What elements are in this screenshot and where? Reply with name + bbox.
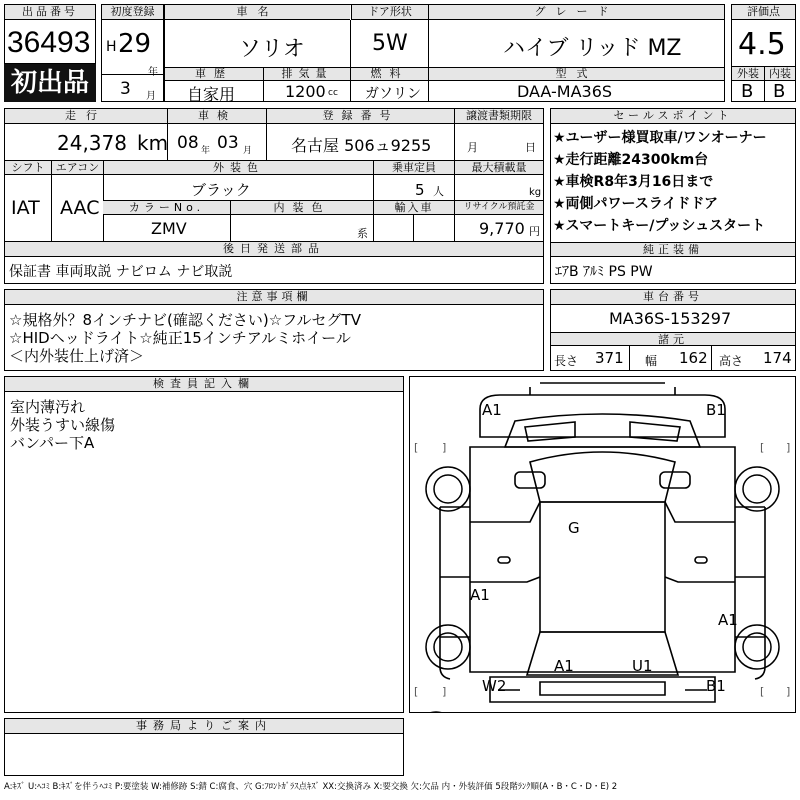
parts-label: 後日発送部品 bbox=[5, 242, 543, 257]
mark-rear-left: A1 bbox=[554, 657, 574, 675]
car-outline-diagram bbox=[410, 377, 795, 712]
mark-rear-bumper-left: W2 bbox=[482, 677, 507, 695]
width: 162 bbox=[679, 349, 708, 367]
shift-label: シフト bbox=[5, 161, 51, 175]
displacement-label: 排気量 bbox=[263, 68, 350, 81]
svg-text:]: ] bbox=[442, 685, 447, 698]
grade-label: グレード bbox=[428, 5, 724, 20]
exterior-color-label: 外装色 bbox=[103, 161, 373, 175]
plate-number: 名古屋 506ュ9255 bbox=[291, 136, 432, 155]
chassis-number: MA36S-153297 bbox=[609, 309, 732, 328]
fuel-label: 燃料 bbox=[350, 68, 428, 81]
exterior-grade: B bbox=[741, 81, 754, 102]
capacity-label: 乗車定員 bbox=[373, 161, 454, 175]
equipment: ｴｱB ｱﾙﾐ PS PW bbox=[555, 264, 653, 280]
first-listing-badge bbox=[4, 64, 96, 102]
damage-diagram bbox=[409, 376, 796, 713]
inspector-box bbox=[4, 376, 404, 713]
mark-front-right: B1 bbox=[706, 401, 726, 419]
door-type: 5W bbox=[372, 31, 408, 56]
chassis-box bbox=[550, 289, 796, 371]
lot-number-box bbox=[4, 4, 96, 64]
mileage-label: 走行 bbox=[5, 109, 167, 124]
era-letter: H bbox=[106, 39, 117, 55]
mark-rear-bumper-right: B1 bbox=[706, 677, 726, 695]
height-label: 高さ bbox=[719, 354, 744, 368]
svg-text:[: [ bbox=[760, 441, 765, 454]
import-label: 輸入車 bbox=[373, 201, 454, 215]
note-line-3: ＜内外装仕上げ済＞ bbox=[9, 347, 145, 365]
sales-point-1: ★ユーザー様買取車/ワンオーナー bbox=[553, 130, 767, 146]
score-label: 評価点 bbox=[732, 5, 795, 20]
vehicle-spec-box bbox=[164, 4, 725, 102]
sales-points-box bbox=[550, 108, 796, 284]
height: 174 bbox=[763, 349, 792, 367]
note-line-2: ☆HIDヘッドライト☆純正15インチアルミホイール bbox=[9, 329, 351, 347]
score-box bbox=[731, 4, 796, 102]
width-label: 幅 bbox=[645, 354, 658, 368]
air-conditioner: AAC bbox=[60, 197, 100, 219]
inspection-month: 03 bbox=[217, 133, 239, 153]
first-listing-text: 初出品 bbox=[10, 68, 89, 98]
interior-color-suffix: 系 bbox=[357, 227, 368, 240]
max-load-unit: kg bbox=[529, 187, 542, 198]
equipment-label: 純正装備 bbox=[551, 242, 795, 257]
inspector-line-1: 室内薄汚れ bbox=[10, 398, 86, 416]
history-label: 車歴 bbox=[165, 68, 263, 81]
month-kanji: 月 bbox=[146, 91, 156, 102]
recycle-fee: 9,770 bbox=[479, 219, 525, 238]
recycle-fee-label: リサイクル預託金 bbox=[454, 201, 543, 215]
displacement: 1200 bbox=[285, 82, 326, 101]
inspector-label: 検査員記入欄 bbox=[5, 377, 403, 392]
sales-point-2: ★走行距離24300km台 bbox=[553, 152, 709, 168]
max-load-label: 最大積載量 bbox=[454, 161, 543, 175]
inspection-year: 08 bbox=[177, 133, 199, 153]
color-number: ZMV bbox=[151, 219, 187, 238]
fuel: ガソリン bbox=[365, 86, 421, 102]
shift: IAT bbox=[11, 197, 40, 219]
inspection-year-unit: 年 bbox=[201, 146, 211, 156]
first-registration-label: 初度登録 bbox=[102, 5, 163, 20]
mark-glass: G bbox=[568, 519, 580, 537]
svg-text:]: ] bbox=[442, 441, 447, 454]
dimensions-label: 諸元 bbox=[551, 332, 795, 346]
car-name-label: 車名 bbox=[165, 5, 350, 20]
transfer-month-unit: 月 bbox=[467, 141, 478, 154]
svg-text:[: [ bbox=[414, 685, 419, 698]
model-code: DAA-MA36S bbox=[517, 82, 613, 101]
exterior-grade-label: 外装 bbox=[732, 67, 764, 81]
mark-left-door: A1 bbox=[470, 586, 490, 604]
first-registration-box bbox=[101, 4, 164, 102]
notes-box bbox=[4, 289, 544, 371]
inspector-line-2: 外装うすい線傷 bbox=[10, 416, 116, 434]
plate-label: 登録番号 bbox=[266, 109, 454, 124]
sales-point-4: ★両側パワースライドドア bbox=[553, 196, 719, 212]
length: 371 bbox=[595, 349, 624, 367]
mileage-unit: km bbox=[137, 131, 169, 155]
note-line-1: ☆規格外？8インチナビ(確認ください)☆フルセグTV bbox=[9, 311, 361, 329]
sales-point-3: ★車検R8年3月16日まで bbox=[553, 174, 714, 190]
capacity-unit: 人 bbox=[433, 185, 444, 198]
office-notice-label: 事務局よりご案内 bbox=[5, 719, 403, 734]
notes-label: 注意事項欄 bbox=[5, 290, 543, 305]
interior-grade: B bbox=[773, 81, 786, 102]
sales-points-label: セールスポイント bbox=[551, 109, 795, 124]
inspector-line-3: バンパー下A bbox=[10, 434, 95, 452]
model-label: 型式 bbox=[428, 68, 724, 81]
parts-to-send: 保証書 車両取説 ナビロム ナビ取説 bbox=[9, 264, 233, 280]
inspection-month-unit: 月 bbox=[243, 146, 253, 156]
vehicle-history: 自家用 bbox=[187, 85, 236, 104]
inspection-label: 車検 bbox=[167, 109, 266, 124]
mileage: 24,378 bbox=[57, 131, 127, 155]
recycle-fee-unit: 円 bbox=[529, 225, 540, 238]
capacity: 5 bbox=[415, 181, 425, 199]
lot-number-label: 出品番号 bbox=[5, 5, 95, 20]
length-label: 長さ bbox=[554, 354, 579, 368]
interior-grade-label: 内装 bbox=[764, 67, 795, 81]
doors-label: ドア形状 bbox=[351, 5, 428, 20]
details-table bbox=[4, 108, 544, 284]
legend: A:ｷｽﾞ U:ﾍｺﾐ B:ｷｽﾞを伴うﾍｺﾐ P:要塗装 W:補修跡 S:錆 C:腐食、穴 G:ﾌﾛﾝﾄｶﾞﾗｽ点ｷｽﾞ XX:交換済み X:要交換 欠:欠品 内・外装評価 5段階ﾗﾝｸ順(A・B・C・D・E) 2 bbox=[4, 782, 618, 792]
sales-point-5: ★スマートキー/プッシュスタート bbox=[553, 218, 766, 234]
transfer-day-unit: 日 bbox=[525, 141, 536, 154]
chassis-label: 車台番号 bbox=[551, 290, 795, 305]
era-year: 29 bbox=[118, 29, 152, 59]
mark-front-left: A1 bbox=[482, 401, 502, 419]
registration-month: 3 bbox=[120, 79, 131, 99]
mark-right-door: A1 bbox=[718, 611, 738, 629]
year-kanji: 年 bbox=[148, 67, 158, 78]
color-number-label: カラーNo. bbox=[103, 201, 230, 215]
exterior-color: ブラック bbox=[191, 181, 251, 199]
svg-text:]: ] bbox=[786, 441, 791, 454]
lot-number: 36493 bbox=[7, 26, 91, 59]
car-name: ソリオ bbox=[239, 37, 305, 62]
svg-text:[: [ bbox=[760, 685, 765, 698]
svg-text:[: [ bbox=[414, 441, 419, 454]
office-notice-box bbox=[4, 718, 404, 776]
interior-color-label: 内装色 bbox=[230, 201, 373, 215]
ac-label: エアコン bbox=[51, 161, 103, 175]
mark-rear-right: U1 bbox=[632, 657, 653, 675]
transfer-deadline-label: 譲渡書類期限 bbox=[454, 109, 543, 124]
svg-text:]: ] bbox=[786, 685, 791, 698]
displacement-unit: cc bbox=[328, 88, 338, 98]
score: 4.5 bbox=[738, 27, 786, 62]
grade: ハイブ リッド MZ bbox=[503, 36, 682, 61]
